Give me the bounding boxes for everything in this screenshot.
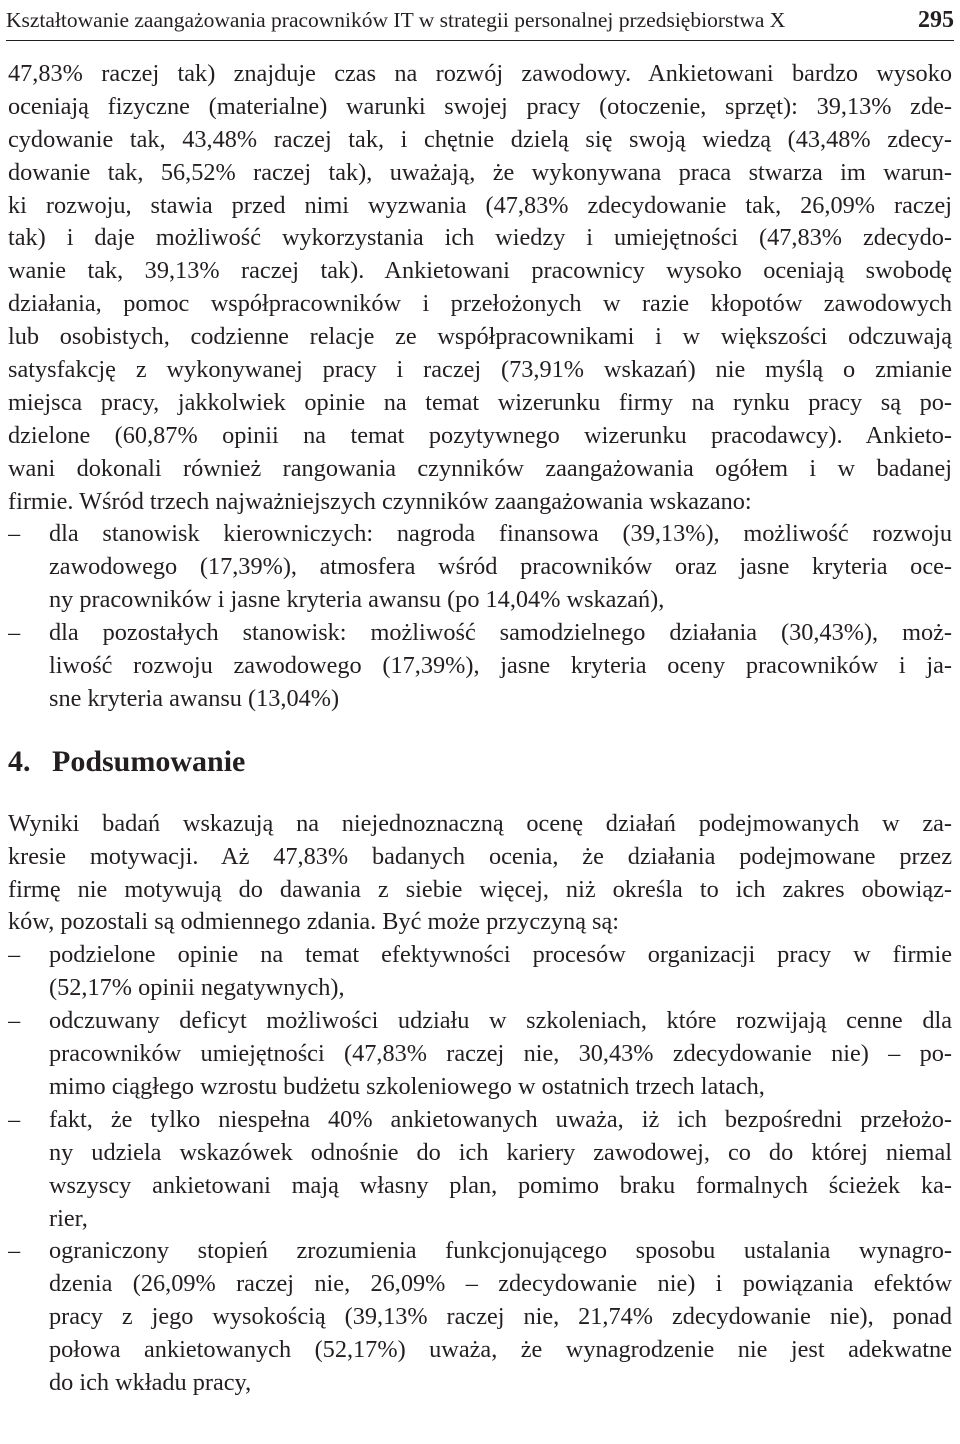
text-line: ny udziela wskazówek odnośnie do ich kariery zawodowej, co do której niemal: [49, 1138, 952, 1166]
text-line: firmę nie motywują do dawania z siebie więcej, niż określa to ich zakres obowiąz-: [8, 875, 952, 903]
dash-bullet: –: [8, 520, 21, 548]
text-line: działania, pomoc współpracowników i przełożonych w razie kłopotów zawodowych: [8, 290, 952, 318]
text-line: 47,83% raczej tak) znajduje czas na rozwój zawodowy. Ankietowani bardzo wysoko: [8, 60, 952, 87]
text-line: połowa ankietowanych (52,17%) uważa, że wynagrodzenie nie jest adekwatne: [49, 1336, 952, 1364]
text-line: tak) i daje możliwość wykorzystania ich wiedzy i umiejętności (47,83% zdecydo-: [8, 224, 952, 252]
list-item: [8, 1235, 952, 1399]
text-line: dowanie tak, 56,52% raczej tak), uważają, że wykonywana praca stwarza im warun-: [8, 158, 952, 186]
text-line: sne kryteria awansu (13,04%): [49, 684, 340, 712]
text-line: liwość rozwoju zawodowego (17,39%), jasne kryteria oceny pracowników i ja-: [49, 652, 952, 680]
list-item-text: ograniczony stopień zrozumienia funkcjonującego sposobu ustalania wynagro-: [49, 1237, 952, 1265]
text-line: satysfakcję z wykonywanej pracy i raczej (73,91% wskazań) nie myślą o zmianie: [8, 356, 952, 384]
text-line: [8, 617, 952, 650]
dash-bullet: –: [8, 1105, 21, 1133]
text-line: miejsca pracy, jakkolwiek opinie na temat wizerunku firmy na rynku pracy są po-: [8, 388, 952, 416]
list-item: [8, 1104, 952, 1236]
text-line: [8, 1005, 952, 1038]
section-title: Podsumowanie: [52, 744, 246, 778]
text-line: firmie. Wśród trzech najważniejszych czynników zaangażowania wskazano:: [8, 487, 752, 515]
text-line: dzenia (26,09% raczej nie, 26,09% – zdecydowanie nie) i powiązania efektów: [49, 1270, 952, 1298]
list-item: [8, 939, 952, 1005]
text-line: kresie motywacji. Aż 47,83% badanych ocenia, że działania podejmowane przez: [8, 842, 952, 870]
text-line: ki rozwoju, stawia przed nimi wyzwania (47,83% zdecydowanie tak, 26,09% raczej: [8, 191, 952, 219]
text-line: oceniają fizyczne (materialne) warunki swojej pracy (otoczenie, sprzęt): 39,13% zde-: [8, 92, 952, 120]
paragraph: [8, 58, 952, 518]
text-line: pracowników umiejętności (47,83% raczej nie, 30,43% zdecydowanie nie) – po-: [49, 1040, 952, 1068]
text-line: ny pracowników i jasne kryteria awansu (po 14,04% wskazań),: [49, 586, 665, 614]
text-line: zawodowego (17,39%), atmosfera wśród pracowników oraz jasne kryteria oce-: [49, 553, 952, 581]
dash-bullet: –: [8, 619, 21, 647]
page-number: 295: [918, 6, 954, 33]
body-text: [8, 58, 952, 1400]
text-line: dzielone (60,87% opinii na temat pozytywnego wizerunku pracodawcy). Ankieto-: [8, 421, 952, 449]
section-heading: [8, 742, 952, 782]
text-line: mimo ciągłego wzrostu budżetu szkoleniowego w ostatnich trzech latach,: [49, 1072, 765, 1100]
text-line: [8, 1104, 952, 1137]
text-line: [8, 1235, 952, 1268]
running-title: Kształtowanie zaangażowania pracowników IT w strategii personalnej przedsiębiorstwa X: [6, 7, 786, 32]
list-item-text: fakt, że tylko niespełna 40% ankietowanych uważa, iż ich bezpośredni przełożo-: [49, 1105, 952, 1133]
text-line: Wyniki badań wskazują na niejednoznaczną ocenę działań podejmowanych w za-: [8, 809, 952, 837]
running-header: [6, 0, 954, 41]
text-line: do ich wkładu pracy,: [49, 1368, 252, 1396]
dash-bullet: –: [8, 941, 21, 969]
text-line: wanie tak, 39,13% raczej tak). Ankietowani pracownicy wysoko oceniają swobodę: [8, 257, 952, 285]
section-number: 4.: [8, 744, 31, 778]
list-item-text: dla pozostałych stanowisk: możliwość samodzielnego działania (30,43%), moż-: [49, 619, 952, 647]
text-line: (52,17% opinii negatywnych),: [49, 974, 345, 1002]
text-line: rier,: [49, 1204, 88, 1232]
list-item-text: podzielone opinie na temat efektywności procesów organizacji pracy w firmie: [49, 941, 952, 969]
text-line: [8, 939, 952, 972]
text-line: [8, 518, 952, 551]
list-item-text: dla stanowisk kierowniczych: nagroda finansowa (39,13%), możliwość rozwoju: [49, 520, 952, 548]
list-item: [8, 1005, 952, 1104]
list-item: [8, 617, 952, 716]
text-line: wani dokonali również rangowania czynników zaangażowania ogółem i w badanej: [8, 454, 952, 482]
list-item: [8, 518, 952, 617]
text-line: pracy z jego wysokością (39,13% raczej nie, 21,74% zdecydowanie nie), ponad: [49, 1303, 952, 1331]
paragraph: [8, 808, 952, 940]
list-item-text: odczuwany deficyt możliwości udziału w szkoleniach, które rozwijają cenne dla: [49, 1007, 952, 1035]
text-line: wszyscy ankietowani mają własny plan, pomimo braku formalnych ścieżek ka-: [49, 1171, 952, 1199]
text-line: ków, pozostali są odmiennego zdania. Być może przyczyną są:: [8, 908, 620, 936]
dash-bullet: –: [8, 1237, 21, 1265]
text-line: lub osobistych, codzienne relacje ze współpracownikami i w większości odczuwają: [8, 323, 952, 351]
bullet-list: [8, 939, 952, 1399]
bullet-list: [8, 518, 952, 715]
text-line: cydowanie tak, 43,48% raczej tak, i chętnie dzielą się swoją wiedzą (43,48% zdecy-: [8, 125, 952, 153]
dash-bullet: –: [8, 1007, 21, 1035]
